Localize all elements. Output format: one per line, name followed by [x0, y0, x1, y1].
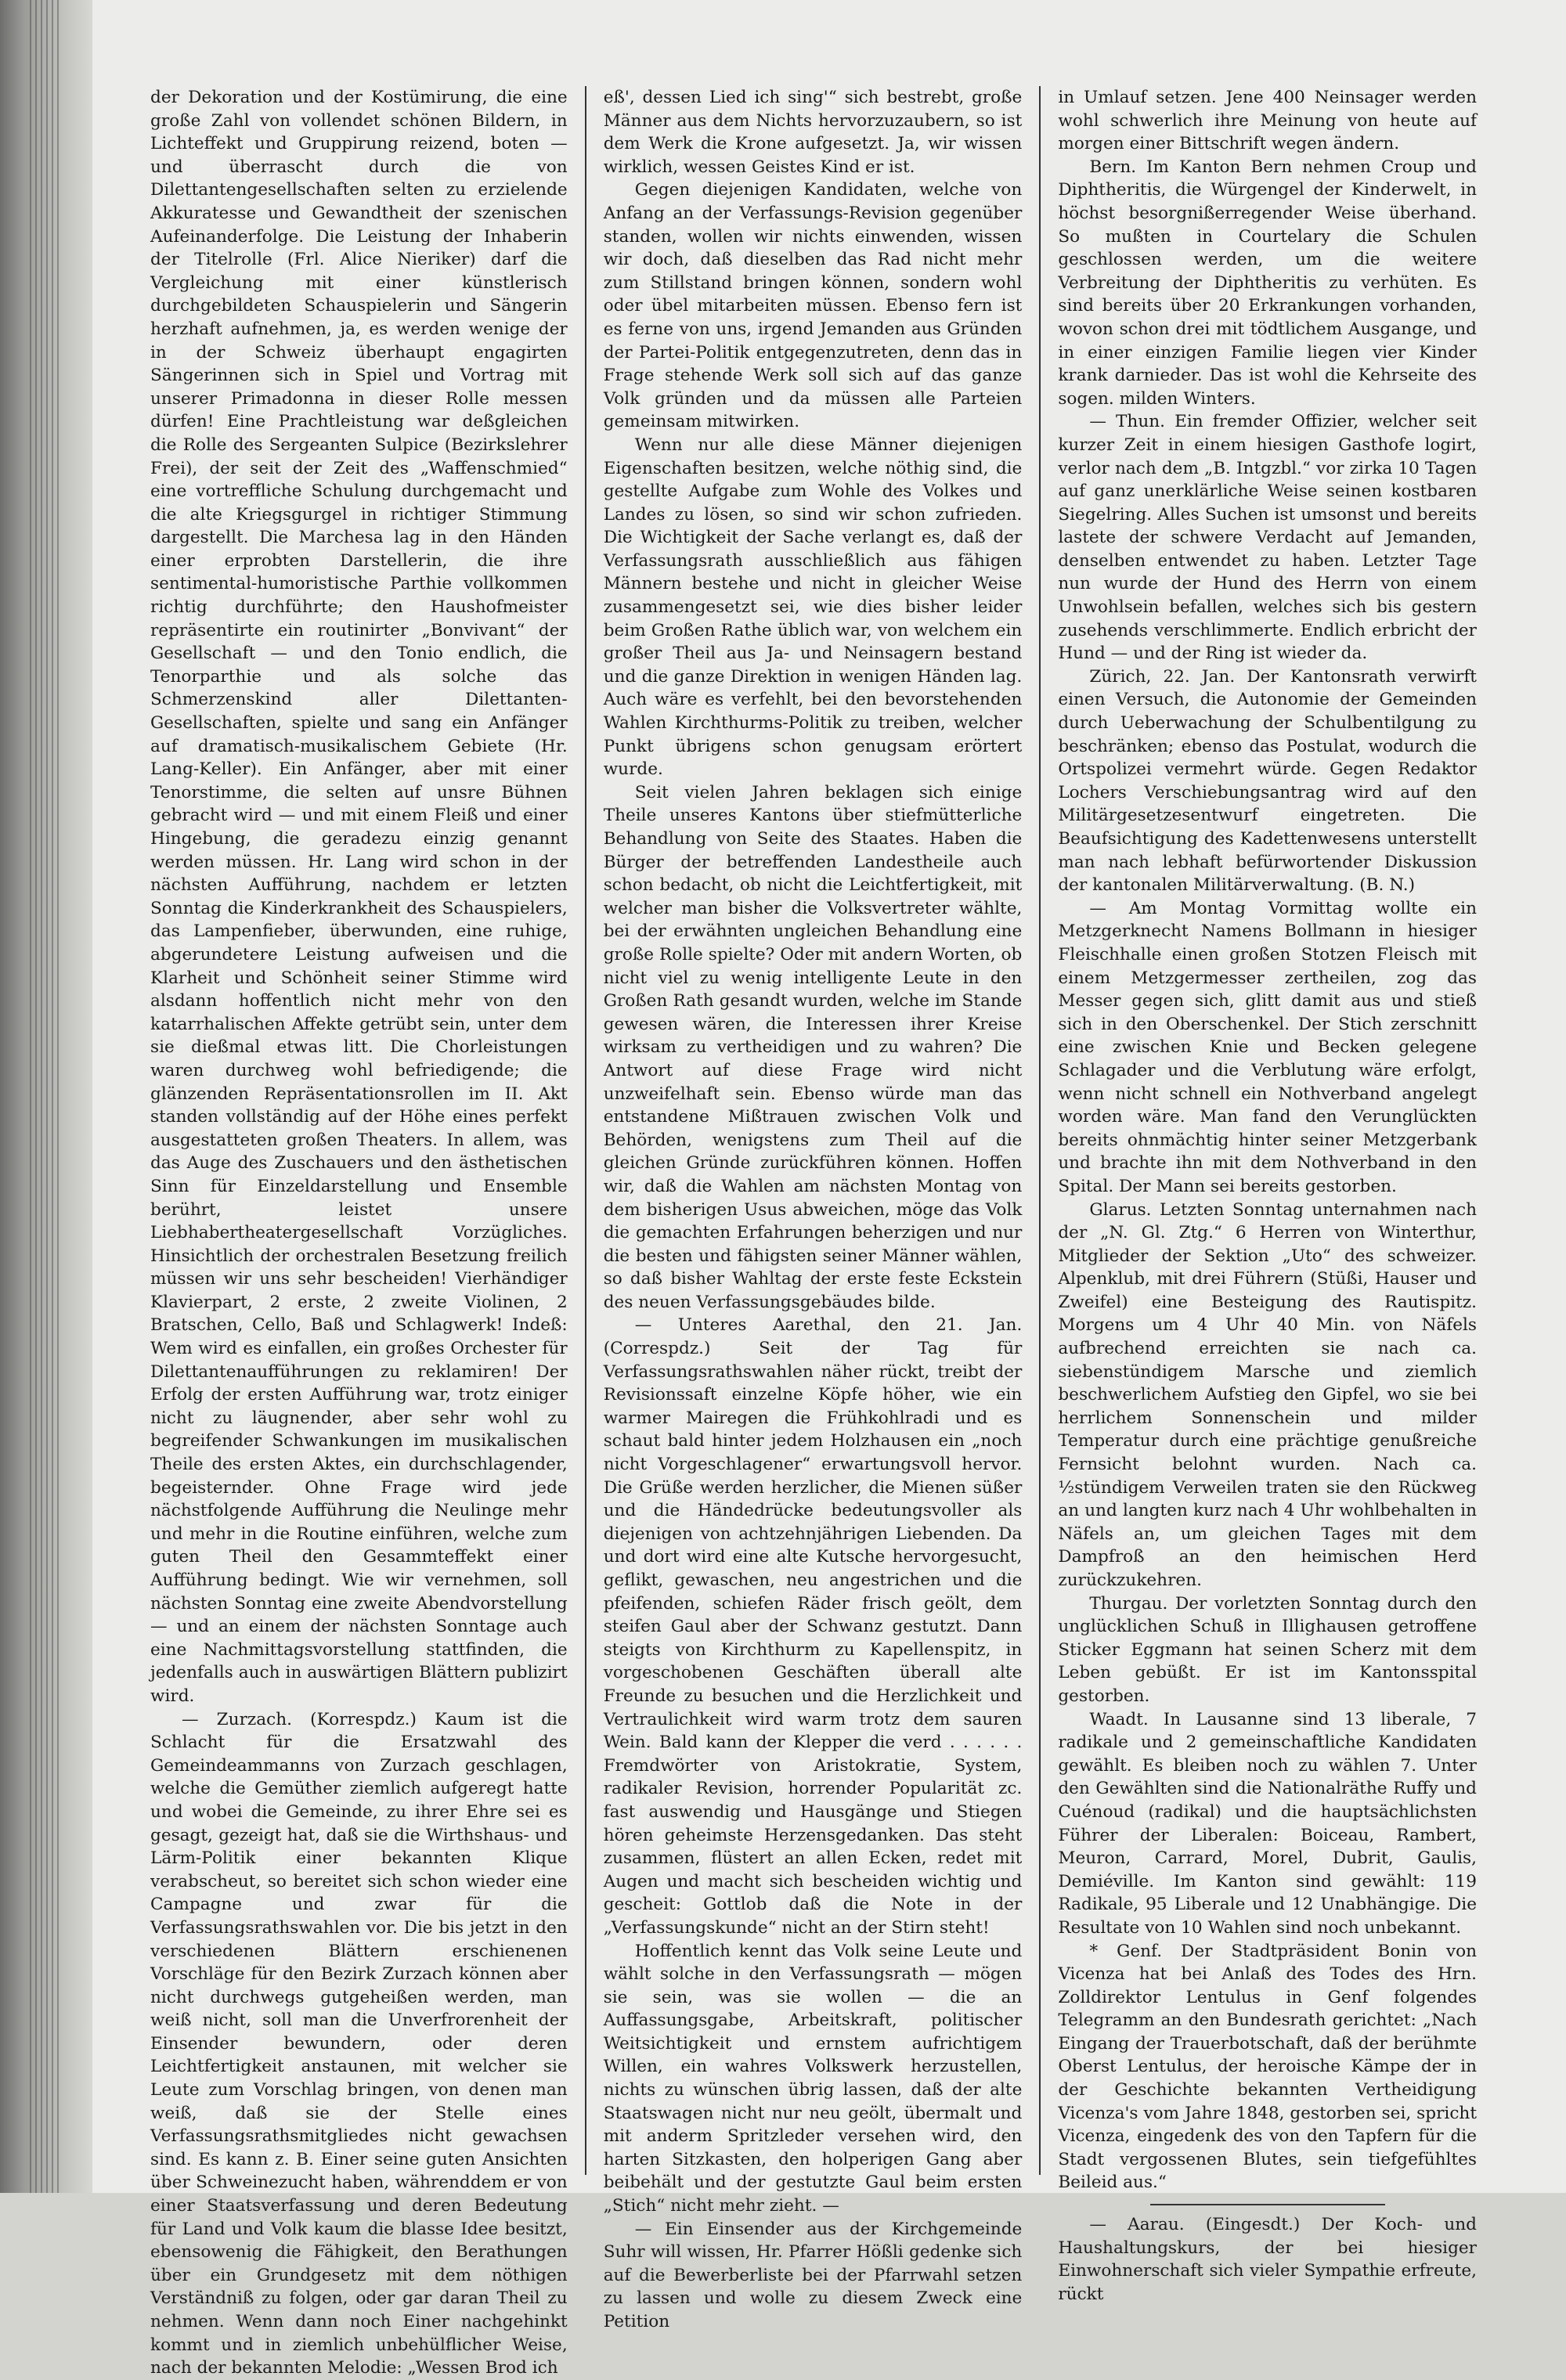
- news-paragraph: Bern. Im Kanton Bern nehmen Croup und Diphtheritis, die Würgengel der Kinderwelt, in höchst besorgnißerregender Weise überhand. So mußten in Courtelary die Schulen geschlossen werden, um die weitere Verbreitung der Diphtheritis zu verhüten. Es sind bereits über 20 Erkrankungen vorhanden, wovon schon drei mit tödtlichem Ausgange, und in einer einzigen Familie liegen vier Kinder krank darnieder. Das ist wohl die Kehrseite des sogen. milden Winters.: [1058, 157, 1477, 409]
- news-paragraph: Glarus. Letzten Sonntag unternahmen nach der „N. Gl. Ztg.“ 6 Herren von Winterthur, Mitglieder der Sektion „Uto“ des schweizer. Alpenklub, mit drei Führern (Stüßi, Hauser und Zweifel) eine Besteigung des Rautispitz. Morgens um 4 Uhr 40 Min. von Näfels aufbrechend erreichten sie nach ca. siebenstündigem Marsche und ziemlich beschwerlichem Aufstieg den Gipfel, wo sie bei herrlichem Sonnenschein und milder Temperatur durch eine prächtige genußreiche Fernsicht belohnt wurden. Nach ca. ½stündigem Verweilen traten sie den Rückweg an und langten kurz nach 4 Uhr wohlbehalten in Näfels an, um gleichen Tages mit dem Dampfroß an den heimischen Herd zurückzukehren.: [1058, 1199, 1477, 1590]
- binding-page-stack: [30, 0, 61, 2193]
- section-divider: [1150, 2204, 1385, 2205]
- column-right: [1041, 86, 1477, 2304]
- continued-paragraph: eß', dessen Lied ich sing'“ sich bestrebt, große Männer aus dem Nichts hervorzuzaubern, so ist dem Werk die Krone aufgesetzt. Ja, wir wissen wirklich, wessen Geistes Kind er ist.: [603, 88, 1023, 177]
- news-paragraph: Thurgau. Der vorletzten Sonntag durch den unglücklichen Schuß in Illighausen getroffene Sticker Eggmann hat seinen Scherz mit dem Leben gebüßt. Er ist im Kantonsspital gestorben.: [1058, 1593, 1477, 1706]
- news-paragraph: — Am Montag Vormittag wollte ein Metzgerknecht Namens Bollmann in hiesiger Fleischhalle einen großen Stotzen Fleisch mit einem Metzgermesser zertheilen, zog das Messer gegen sich, glitt damit aus und stieß sich in den Oberschenkel. Der Stich zerschnitt eine zwischen Knie und Becken gelegene Schlagader und die Verblutung wäre erfolgt, wenn nicht schnell ein Nothverband angelegt worden wäre. Man fand den Verunglückten bereits ohnmächtig hinter seiner Metzgerbank und brachte ihn mit dem Nothverband in den Spital. Der Mann sei bereits gestorben.: [1058, 898, 1477, 1196]
- news-paragraph: — Aarau. (Eingesdt.) Der Koch- und Haushaltungskurs, der bei hiesiger Einwohnerschaft sich vieler Sympathie erfreute, rückt: [1058, 2215, 1477, 2304]
- news-paragraph: Gegen diejenigen Kandidaten, welche von Anfang an der Verfassungs-Revision gegenüber standen, wollen wir nichts einwenden, wissen wir doch, daß dieselben das Rad nicht mehr zum Stillstand bringen können, sondern wohl oder übel mitarbeiten müssen. Ebenso fern ist es ferne von uns, irgend Jemanden aus Gründen der Partei-Politik entgegenzutreten, denn das in Frage stehende Werk soll sich auf das ganze Volk gründen und da müssen alle Parteien gemeinsam mitwirken.: [603, 180, 1023, 432]
- news-paragraph: — Zurzach. (Korrespdz.) Kaum ist die Schlacht für die Ersatzwahl des Gemeindeammanns von Zurzach geschlagen, welche die Gemüther ziemlich aufgeregt hatte und wobei die Gemeinde, zu ihrer Ehre sei es gesagt, gezeigt hat, daß sie die Wirthshaus- und Lärm-Politik einer bekannten Klique verabscheut, so bereitet sich schon wieder eine Campagne und zwar für die Verfassungsrathswahlen vor. Die bis jetzt in den verschiedenen Blättern erschienenen Vorschläge für den Bezirk Zurzach können aber nicht durchwegs gutgeheißen werden, man weiß nicht, soll man die Unverfrorenheit der Einsender bewundern, oder deren Leichtfertigkeit anstaunen, mit welcher sie Leute zum Vorschlag bringen, von denen man weiß, daß sie der Stelle eines Verfassungsrathsmitgliedes nicht gewachsen sind. Es kann z. B. Einer seine guten Ansichten über Schweinezucht haben, währenddem er von einer Staatsverfassung und deren Bedeutung für Land und Volk kaum die blasse Idee besitzt, ebensowenig die Fähigkeit, den Berathungen über ein Grundgesetz mit dem nöthigen Verständniß zu folgen, oder gar daran Theil zu nehmen. Wenn dann noch Einer nachgehinkt kommt und in ziemlich unbehülflicher Weise, nach der bekannten Melodie: „Wessen Brod ich: [150, 1709, 568, 2378]
- news-paragraph: Waadt. In Lausanne sind 13 liberale, 7 radikale und 2 gemeinschaftliche Kandidaten gewählt. Es bleiben noch zu wählen 7. Unter den Gewählten sind die Nationalräthe Ruffy und Cuénoud (radikal) und die hauptsächlichsten Führer der Liberalen: Boiceau, Rambert, Meuron, Carrard, Morel, Dubrit, Gaulis, Demiéville. Im Kanton sind gewählt: 119 Radikale, 95 Liberale und 12 Unabhängige. Die Resultate von 10 Wahlen sind noch unbekannt.: [1058, 1709, 1477, 1938]
- news-paragraph: Hoffentlich kennt das Volk seine Leute und wählt solche in den Verfassungsrath — mögen sie sein, was sie wollen — die an Auffassungsgabe, Arbeitskraft, politischer Weitsichtigkeit und ernstem aufrichtigem Willen, ein wahres Volkswerk herzustellen, nichts zu wünschen übrig lassen, daß der alte Staatswagen nicht nur neu geölt, übermalt und mit anderm Spritzleder versehen wird, den harten Sitzkasten, den holperigen Gang aber beibehält und der gestutzte Gaul beim ersten „Stich“ nicht mehr zieht. —: [603, 1941, 1023, 2216]
- continued-paragraph: in Umlauf setzen. Jene 400 Neinsager werden wohl schwerlich ihre Meinung von heute auf morgen einer Bittschrift wegen ändern.: [1058, 88, 1477, 154]
- continued-paragraph: der Dekoration und der Kostümirung, die eine große Zahl von vollendet schönen Bildern, in Lichteffekt und Gruppirung reizend, boten — und überrascht durch die von Dilettantengesellschaften selten zu erzielende Akkuratesse und Gewandtheit der szenischen Aufeinanderfolge. Die Leistung der Inhaberin der Titelrolle (Frl. Alice Nieriker) darf die Vergleichung mit einer künstlerisch durchgebildeten Schauspielerin und Sängerin herzhaft aufnehmen, ja, es werden wenige der in der Schweiz überhaupt engagirten Sängerinnen sich in Spiel und Vortrag mit unserer Primadonna in dieser Rolle messen dürfen! Eine Prachtleistung war deßgleichen die Rolle des Sergeanten Sulpice (Bezirkslehrer Frei), der seit der Zeit des „Waffenschmied“ eine vortreffliche Schulung durchgemacht und die alte Kriegsgurgel in richtiger Stimmung dargestellt. Die Marchesa lag in den Händen einer erprobten Darstellerin, die ihre sentimental-humoristische Parthie vollkommen richtig durchführte; den Haushofmeister repräsentirte ein routinirter „Bonvivant“ der Gesellschaft — und den Tonio endlich, die Tenorparthie und als solche das Schmerzenskind aller Dilettanten-Gesellschaften, spielte und sang ein Anfänger auf dramatisch-musikalischem Gebiete (Hr. Lang-Keller). Ein Anfänger, aber mit einer Tenorstimme, die selten auf unsre Bühnen gebracht wird — und mit einem Fleiß und einer Hingebung, die geradezu einzig genannt werden müssen. Hr. Lang wird schon in der nächsten Aufführung, nachdem er letzten Sonntag die Kinderkrankheit des Schauspielers, das Lampenfieber, überwunden, eine ruhige, abgerundetere Leistung aufweisen und die Klarheit und Schönheit seiner Stimme wird alsdann hoffentlich nicht mehr von den katarrhalischen Affekte getrübt sein, unter dem sie dießmal etwas litt. Die Chorleistungen waren durchweg wohl befriedigende; die glänzenden Repräsentationsrollen im II. Akt standen vollständig auf der Höhe eines perfekt ausgestatteten großen Theaters. In allem, was das Auge des Zuschauers und den ästhetischen Sinn für Einzeldarstellung und Ensemble berührt, leistet unsere Liebhabertheatergesellschaft Vorzügliches. Hinsichtlich der orchestralen Besetzung freilich müssen wir uns sehr bescheiden! Vierhändiger Klavierpart, 2 erste, 2 zweite Violinen, 2 Bratschen, Cello, Baß und Schlagwerk! Indeß: Wem wird es einfallen, ein großes Orchester für Dilettantenaufführungen zu reklamiren! Der Erfolg der ersten Aufführung war, trotz einiger nicht zu läugnender, aber sehr wohl zu begreifender Schwankungen im musikalischen Theile des ersten Aktes, ein durchschlagender, begeisternder. Ohne Frage wird jede nächstfolgende Aufführung die Neulinge mehr und mehr in die Routine einführen, welche zum guten Theil den Gesammteffekt einer Aufführung bedingt. Wie wir vernehmen, soll nächsten Sonntag eine zweite Abendvorstellung — und an einem der nächsten Sonntage auch eine Nachmittagsvorstellung stattfinden, die jedenfalls auch in auswärtigen Blättern publizirt wird.: [150, 88, 568, 1706]
- article-columns: [150, 86, 1477, 2378]
- news-paragraph: Seit vielen Jahren beklagen sich einige Theile unseres Kantons über stiefmütterliche Behandlung von Seite des Staates. Haben die Bürger der betreffenden Landestheile auch schon bedacht, ob nicht die Leichtfertigkeit, mit welcher man bisher die Volksvertreter wählte, bei der erwähnten ungleichen Behandlung eine große Rolle spielte? Oder mit andern Worten, ob nicht viel zu wenig intelligente Leute in den Großen Rath gesandt wurden, welche im Stande gewesen wären, die Interessen ihrer Kreise wirksam zu vertheidigen und zu wahren? Die Antwort auf diese Frage wird nicht unzweifelhaft sein. Ebenso würde man das entstandene Mißtrauen zwischen Volk und Behörden, wenigstens zum Theil auf die gleichen Gründe zurückführen können. Hoffen wir, daß die Wahlen am nächsten Montag von dem bisherigen Usus abweichen, möge das Volk die gemachten Erfahrungen beherzigen und nur die besten und fähigsten seiner Männer wählen, so daß bisher Wahltag der erste feste Eckstein des neuen Verfassungsgebäudes bilde.: [603, 782, 1023, 1312]
- news-paragraph: — Thun. Ein fremder Offizier, welcher seit kurzer Zeit in einem hiesigen Gasthofe logirt, verlor nach dem „B. Intgzbl.“ vor zirka 10 Tagen auf ganz unerklärliche Weise seinen kostbaren Siegelring. Alles Suchen ist umsonst und bereits lastete der schwere Verdacht auf Jemanden, denselben entwendet zu haben. Letzter Tage nun wurde der Hund des Herrn von einem Unwohlsein befallen, welches sich bis gestern zusehends verschlimmerte. Endlich erbricht der Hund — und der Ring ist wieder da.: [1058, 412, 1477, 664]
- news-paragraph: — Unteres Aarethal, den 21. Jan. (Correspdz.) Seit der Tag für Verfassungsrathswahlen näher rückt, treibt der Revisionssaft einzelne Köpfe höher, wie ein warmer Mairegen die Frühkohlradi und es schaut bald hinter jedem Holzhausen ein „noch nicht Vorgeschlagener“ erwartungsvoll hervor. Die Grüße werden herzlicher, die Mienen süßer und die Händedrücke bedeutungsvoller als diejenigen von achtzehnjährigen Liebenden. Da und dort wird eine alte Kutsche hervorgesucht, geflikt, gewaschen, neu angestrichen und die pfeifenden, schiefen Räder frisch geölt, dem steifen Gaul aber der Schwanz gestutzt. Dann steigts von Kirchthurm zu Kapellenspitz, in vorgeschobenen Geschäften überall alte Freunde zu besuchen und die Herzlichkeit und Vertraulichkeit wird warm trotz dem sauren Wein. Bald kann der Klepper die verd . . . . . . Fremdwörter von Aristokratie, System, radikaler Revision, horrender Popularität zc. fast auswendig und Hausgänge und Stiegen hören geheimste Herzensgedanken. Das steht zusammen, flüstert an allen Ecken, redet mit Augen und macht sich bescheiden wichtig und gescheit: Gottlob daß die Note in der „Verfassungskunde“ nicht an der Stirn steht!: [603, 1315, 1023, 1938]
- column-middle: [585, 86, 1041, 2331]
- news-paragraph: Wenn nur alle diese Männer diejenigen Eigenschaften besitzen, welche nöthig sind, die gestellte Aufgabe zum Wohle des Volkes und Landes zu lösen, so sind wir schon zufrieden. Die Wichtigkeit der Sache verlangt es, daß der Verfassungsrath ausschließlich aus fähigen Männern bestehe und nicht in gleicher Weise zusammengesetzt sei, wie dies bisher leider beim Großen Rathe üblich war, von welchem ein großer Theil aus Ja- und Neinsagern bestand und die ganze Direktion in wenigen Händen lag. Auch wäre es verfehlt, bei den bevorstehenden Wahlen Kirchthurms-Politik zu treiben, welcher Punkt übrigens schon genugsam erörtert wurde.: [603, 435, 1023, 780]
- news-paragraph: * Genf. Der Stadtpräsident Bonin von Vicenza hat bei Anlaß des Todes des Hrn. Zolldirektor Lentulus in Genf folgendes Telegramm an den Bundesrath gerichtet: „Nach Eingang der Trauerbotschaft, daß der berühmte Oberst Lentulus, der heroische Kämpe der in der Geschichte bekannten Vertheidigung Vicenza's vom Jahre 1848, gestorben sei, spricht Vicenza, eingedenk des von den Tapfern für die Stadt vergossenen Blutes, sein tiefgefühltes Beileid aus.“: [1058, 1941, 1477, 2193]
- column-left: [150, 86, 585, 2378]
- news-paragraph: — Ein Einsender aus der Kirchgemeinde Suhr will wissen, Hr. Pfarrer Hößli gedenke sich auf die Bewerberliste bei der Pfarrwahl setzen zu lassen und wolle zu diesem Zweck eine Petition: [603, 2219, 1023, 2331]
- news-paragraph: Zürich, 22. Jan. Der Kantonsrath verwirft einen Versuch, die Autonomie der Gemeinden durch Ueberwachung der Schulbentilgung zu beschränken; ebenso das Postulat, wodurch die Ortspolizei vermehrt würde. Gegen Redaktor Lochers Verschiebungsantrag wird auf den Militärgesetzesentwurf eingetreten. Die Beaufsichtigung des Kadettenwesens unterstellt man nach lebhaft befürwortender Diskussion der kantonalen Militärverwaltung. (B. N.): [1058, 666, 1477, 896]
